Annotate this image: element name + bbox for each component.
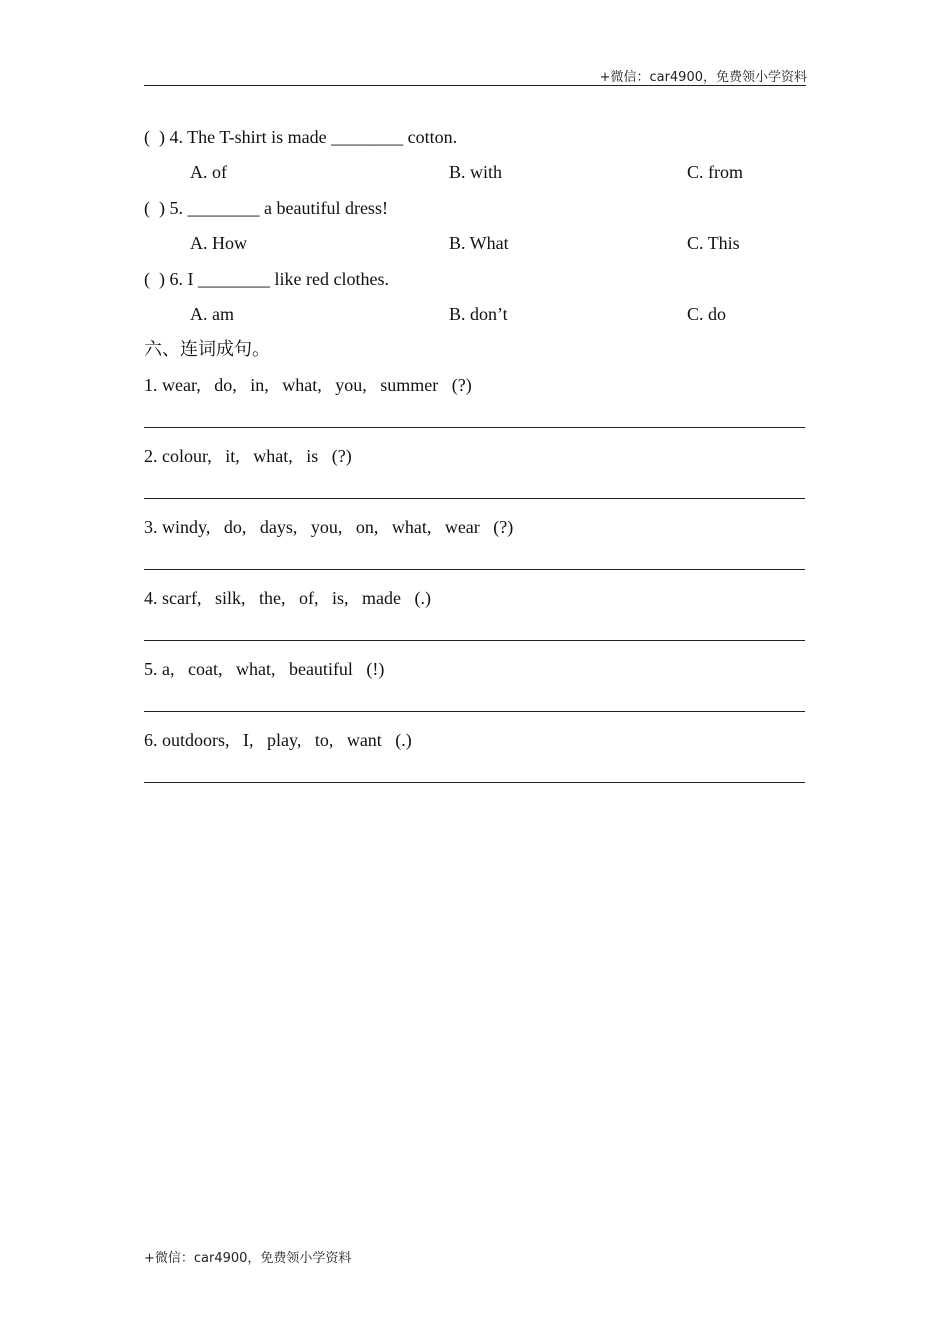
question-6-stem: ( ) 6. I ________ like red clothes. xyxy=(144,269,389,289)
sentence-item-3: 3. windy, do, days, you, on, what, wear (?) xyxy=(144,517,514,537)
sentence-item-2: 2. colour, it, what, is (?) xyxy=(144,446,352,466)
section-6-title: 六、连词成句。 xyxy=(144,339,270,360)
answer-line-5 xyxy=(144,711,805,712)
question-6-option-c: C. do xyxy=(687,304,727,324)
header-divider xyxy=(144,85,806,86)
sentence-item-5: 5. a, coat, what, beautiful (!) xyxy=(144,659,385,679)
question-5-option-c: C. This xyxy=(687,233,740,253)
answer-line-1 xyxy=(144,427,805,428)
sentence-item-4: 4. scarf, silk, the, of, is, made (.) xyxy=(144,588,431,608)
footer-watermark-text: +微信：car4900，免费领小学资料 xyxy=(144,1251,352,1266)
answer-line-2 xyxy=(144,498,805,499)
sentence-item-1: 1. wear, do, in, what, you, summer (?) xyxy=(144,375,472,395)
question-4-option-a: A. of xyxy=(190,162,227,182)
question-4-stem: ( ) 4. The T-shirt is made ________ cotton. xyxy=(144,127,458,147)
header-watermark-text: +微信：car4900，免费领小学资料 xyxy=(599,70,807,85)
question-6-option-b: B. don’t xyxy=(449,304,508,324)
answer-line-3 xyxy=(144,569,805,570)
question-6-option-a: A. am xyxy=(190,304,234,324)
question-5-option-a: A. How xyxy=(190,233,247,253)
answer-line-4 xyxy=(144,640,805,641)
question-4-option-b: B. with xyxy=(449,162,503,182)
question-4-option-c: C. from xyxy=(687,162,743,182)
question-5-stem: ( ) 5. ________ a beautiful dress! xyxy=(144,198,388,218)
answer-line-6 xyxy=(144,782,805,783)
sentence-item-6: 6. outdoors, I, play, to, want (.) xyxy=(144,730,412,750)
question-5-option-b: B. What xyxy=(449,233,509,253)
